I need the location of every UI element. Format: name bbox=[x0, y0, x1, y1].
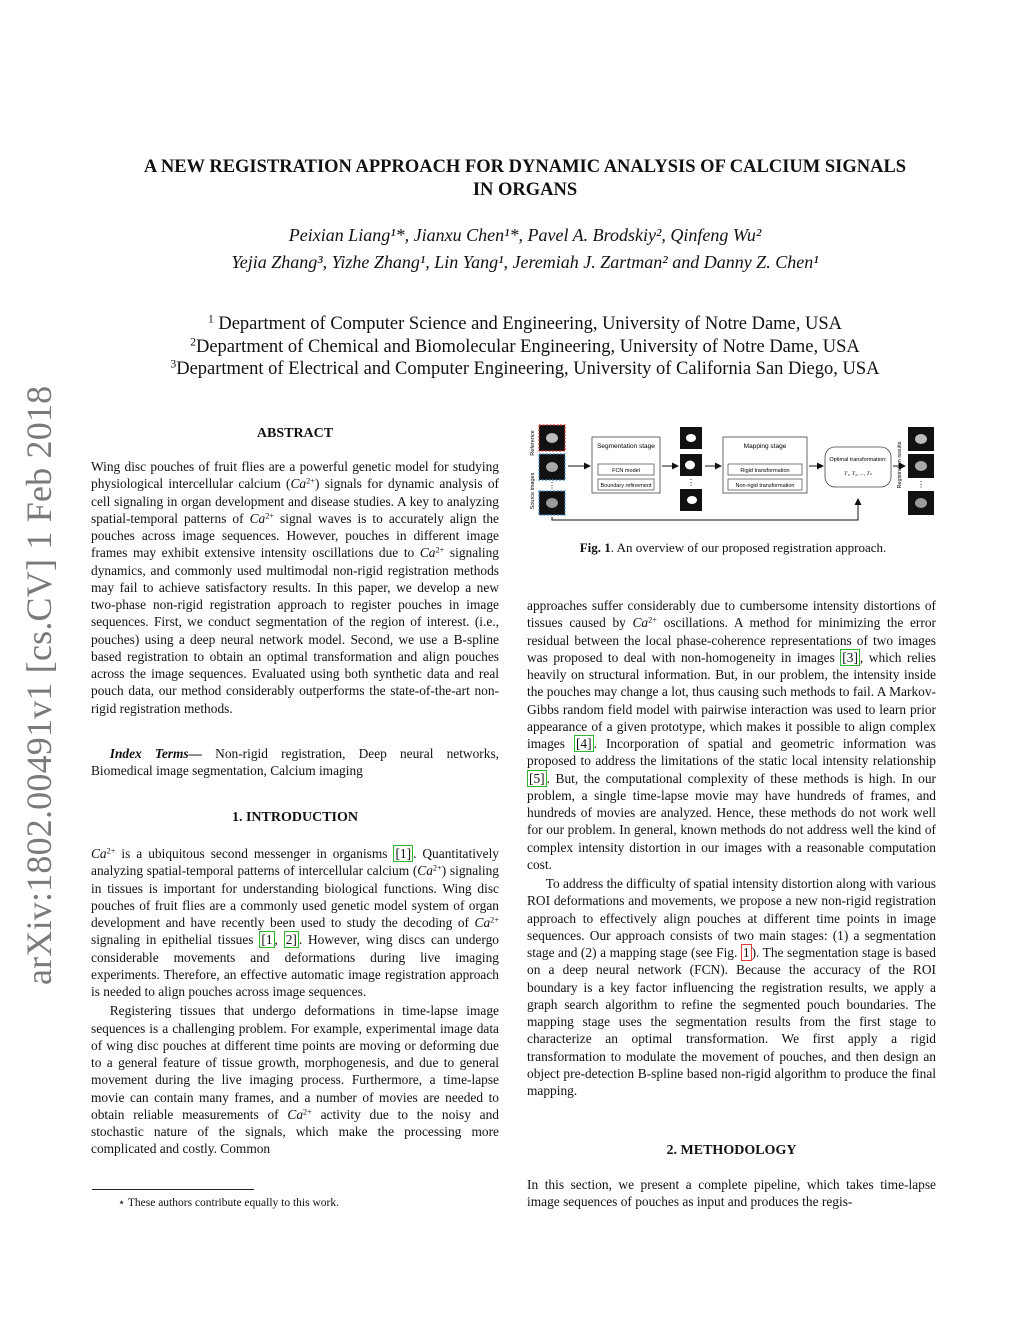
affiliation-3: $^3$Department of Electrical and Computer Engineering, University of California San Diego, USA bbox=[170, 358, 880, 379]
source-images-label: Source images bbox=[530, 472, 536, 510]
citation-link[interactable]: [1 bbox=[261, 932, 273, 948]
svg-text:⋮: ⋮ bbox=[687, 478, 695, 487]
pouch-icon bbox=[546, 433, 558, 443]
svg-text:⋮: ⋮ bbox=[917, 480, 925, 489]
paper-title bbox=[90, 156, 960, 202]
boundary-refinement-label: Boundary refinement bbox=[600, 483, 652, 489]
affiliations bbox=[60, 313, 990, 381]
citation-link[interactable]: [1] bbox=[395, 846, 412, 861]
introduction-body: $Ca^{2+}$ is a ubiquitous second messenger in organisms [1] . Quantitatively analyzing spatial-temporal patterns of intercellular calcium $(Ca^{2+})$ signaling in tissues is important for understanding biological functions. Wing disc pouches of fruit flies are a commonly used genetic model system of organ development and have recently been used to study the decoding of $Ca^{2+}$ signaling in epithelial tissues [1 , 2] . However, wing discs can undergo considerable movements and deformations during live imaging experiments. Therefore, an effective automatic image registration approach is needed to align pouches across image sequences. Registering tissues that undergo deformations in time-lapse image sequences is a challenging problem. For example, experimental image data of wing disc pouches at different time points are moving or deforming due to a general feature of tissue growth, morphogenesis, and due to general movement during the live imaging process. Furthermore, a time-lapse movie can contain many frames, and a number of movies are needed to obtain reliable measurements of $Ca^{2+}$ activity due to the noisy and stochastic nature of the signals, which make the processing more complicated and costly. Common bbox=[91, 846, 499, 1157]
pouch-icon bbox=[546, 462, 558, 472]
arxiv-identifier: arXiv:1802.00491v1 [cs.CV] 1 Feb 2018 bbox=[19, 385, 59, 985]
title-line-1: A NEW REGISTRATION APPROACH FOR DYNAMIC ANALYSIS OF CALCIUM SIGNALS bbox=[143, 157, 907, 177]
optimal-transformation-box bbox=[825, 447, 891, 487]
authors-line-2: Yejia Zhang³, Yizhe Zhang¹, Lin Yang¹, Jeremiah J. Zartman² and Danny Z. Chen¹ bbox=[231, 252, 819, 272]
svg-text:⋮: ⋮ bbox=[548, 481, 556, 490]
citation-link[interactable]: [3] bbox=[842, 649, 858, 665]
segmentation-stage-title: Segmentation stage bbox=[597, 443, 655, 450]
reference-label: Reference bbox=[530, 430, 536, 456]
citation-link[interactable]: [4] bbox=[575, 736, 592, 751]
figure-link[interactable]: 1 bbox=[742, 945, 750, 960]
authors-line-1: Peixian Liang¹*, Jianxu Chen¹*, Pavel A. Brodskiy², Qinfeng Wu² bbox=[288, 225, 762, 245]
registration-results-label: Registration results bbox=[897, 441, 903, 489]
index-terms: Index Terms— Non-rigid registration, Deep neural networks, Biomedical image segmentation, Calcium imaging bbox=[91, 746, 500, 779]
introduction-heading: 1. INTRODUCTION bbox=[231, 810, 358, 825]
footnote: ⋆ These authors contribute equally to this work. bbox=[118, 1197, 339, 1209]
abstract-heading: ABSTRACT bbox=[256, 426, 334, 441]
citation-link[interactable]: [5] bbox=[529, 770, 545, 786]
mapping-stage-title: Mapping stage bbox=[743, 443, 787, 450]
affiliation-2: $^2$Department of Chemical and Biomolecular Engineering, University of Notre Dame, USA bbox=[190, 336, 860, 357]
index-terms-label: Index Terms— bbox=[109, 746, 203, 761]
title-line-2: IN ORGANS bbox=[472, 180, 578, 200]
methodology-body: In this section, we present a complete pipeline, which takes time-lapse image sequences of pouches as input and produces the regis- bbox=[527, 1177, 936, 1210]
non-rigid-transformation-label: Non-rigid transformation bbox=[735, 483, 795, 489]
optimal-transformation-set: T₁, T₂, ..., Tₙ bbox=[844, 471, 872, 477]
citation-link[interactable]: 2] bbox=[285, 932, 297, 948]
fcn-model-label: FCN model bbox=[612, 468, 640, 474]
optimal-transformation-label: Optimal transformation: bbox=[829, 457, 887, 463]
figure-1-diagram bbox=[528, 421, 940, 521]
affiliation-1: $^1$ Department of Computer Science and Engineering, University of Notre Dame, USA bbox=[207, 313, 843, 334]
rigid-transformation-label: Rigid transformation bbox=[740, 468, 790, 474]
footnote-rule bbox=[92, 1189, 254, 1190]
author-list bbox=[90, 222, 960, 276]
abstract-body: Wing disc pouches of fruit flies are a powerful genetic model for studying physiological intercellular calcium $(Ca^{2+})$ signals for dynamic analysis of cell signaling in organ development and disease studies. A key to analyzing spatial-temporal patterns of $Ca^{2+}$ signal waves is to accurately align the pouches across image sequences. However, pouches in different image frames may exhibit extensive intensity oscillations due to $Ca^{2+}$ signaling dynamics, and commonly used multimodal non-rigid registration methods may fail to achieve satisfactory results. In this paper, we develop a new two-phase non-rigid registration approach to register pouches in image sequences. First, we conduct segmentation of the region of interest. (i.e., pouches) using a deep neural network model. Second, we use a B-spline based registration to obtain an optimal transformation and align pouches across the image sequences. Evaluated using both synthetic data and real pouch data, our method considerably outperforms the state-of-the-art non-rigid registration methods. bbox=[91, 459, 499, 716]
related-work-body: approaches suffer considerably due to cumbersome intensity distortions of tissues caused by $Ca^{2+}$ oscillations. A method for minimizing the error residual between the local phase-coherence representations of two images was proposed to deal with non-homogeneity in images [3] , which relies heavily on structural information. But, in our problem, the intensity inside the pouches may change a lot, thus causing such methods to fail. A Markov-Gibbs random field model with pairwise interaction was used to learn prior appearance of a given prototype, which makes it possible to align complex images [4] . Incorporation of spatial and geometric information was proposed to address the limitations of the static local intensity relationship [5] . But, the computational complexity of these methods is high. In our problem, a single time-lapse movie may have hundreds of frames, and hundreds of movies are analyzed. Hence, these methods do not work well for our problem. In general, known methods do not address well the kind of complex intensity distortion in our images with a reasonable computation cost. To address the difficulty of spatial intensity distortion along with various ROI deformations and movements, we propose a new non-rigid registration approach to effectively align pouches at different time points in image sequences. Our approach consists of two main stages: (1) a segmentation stage and (2) a mapping stage (see Fig. 1 ). The segmentation stage is based on a deep neural network (FCN). Because the accuracy of the ROI boundary is a key factor influencing the registration results, we apply a graph search algorithm to refine the segmented pouch boundaries. The mapping stage uses the segmentation results from the first stage to characterize an optimal transformation. We first apply a rigid transformation to modulate the movement of pouches, and then design an object pre-detection B-spline based non-rigid algorithm to produce the final mapping. bbox=[527, 598, 937, 1098]
methodology-heading: 2. METHODOLOGY bbox=[666, 1143, 797, 1158]
pouch-icon bbox=[546, 498, 558, 508]
figure-1-caption: Fig. 1. An overview of our proposed registration approach. bbox=[579, 540, 887, 555]
